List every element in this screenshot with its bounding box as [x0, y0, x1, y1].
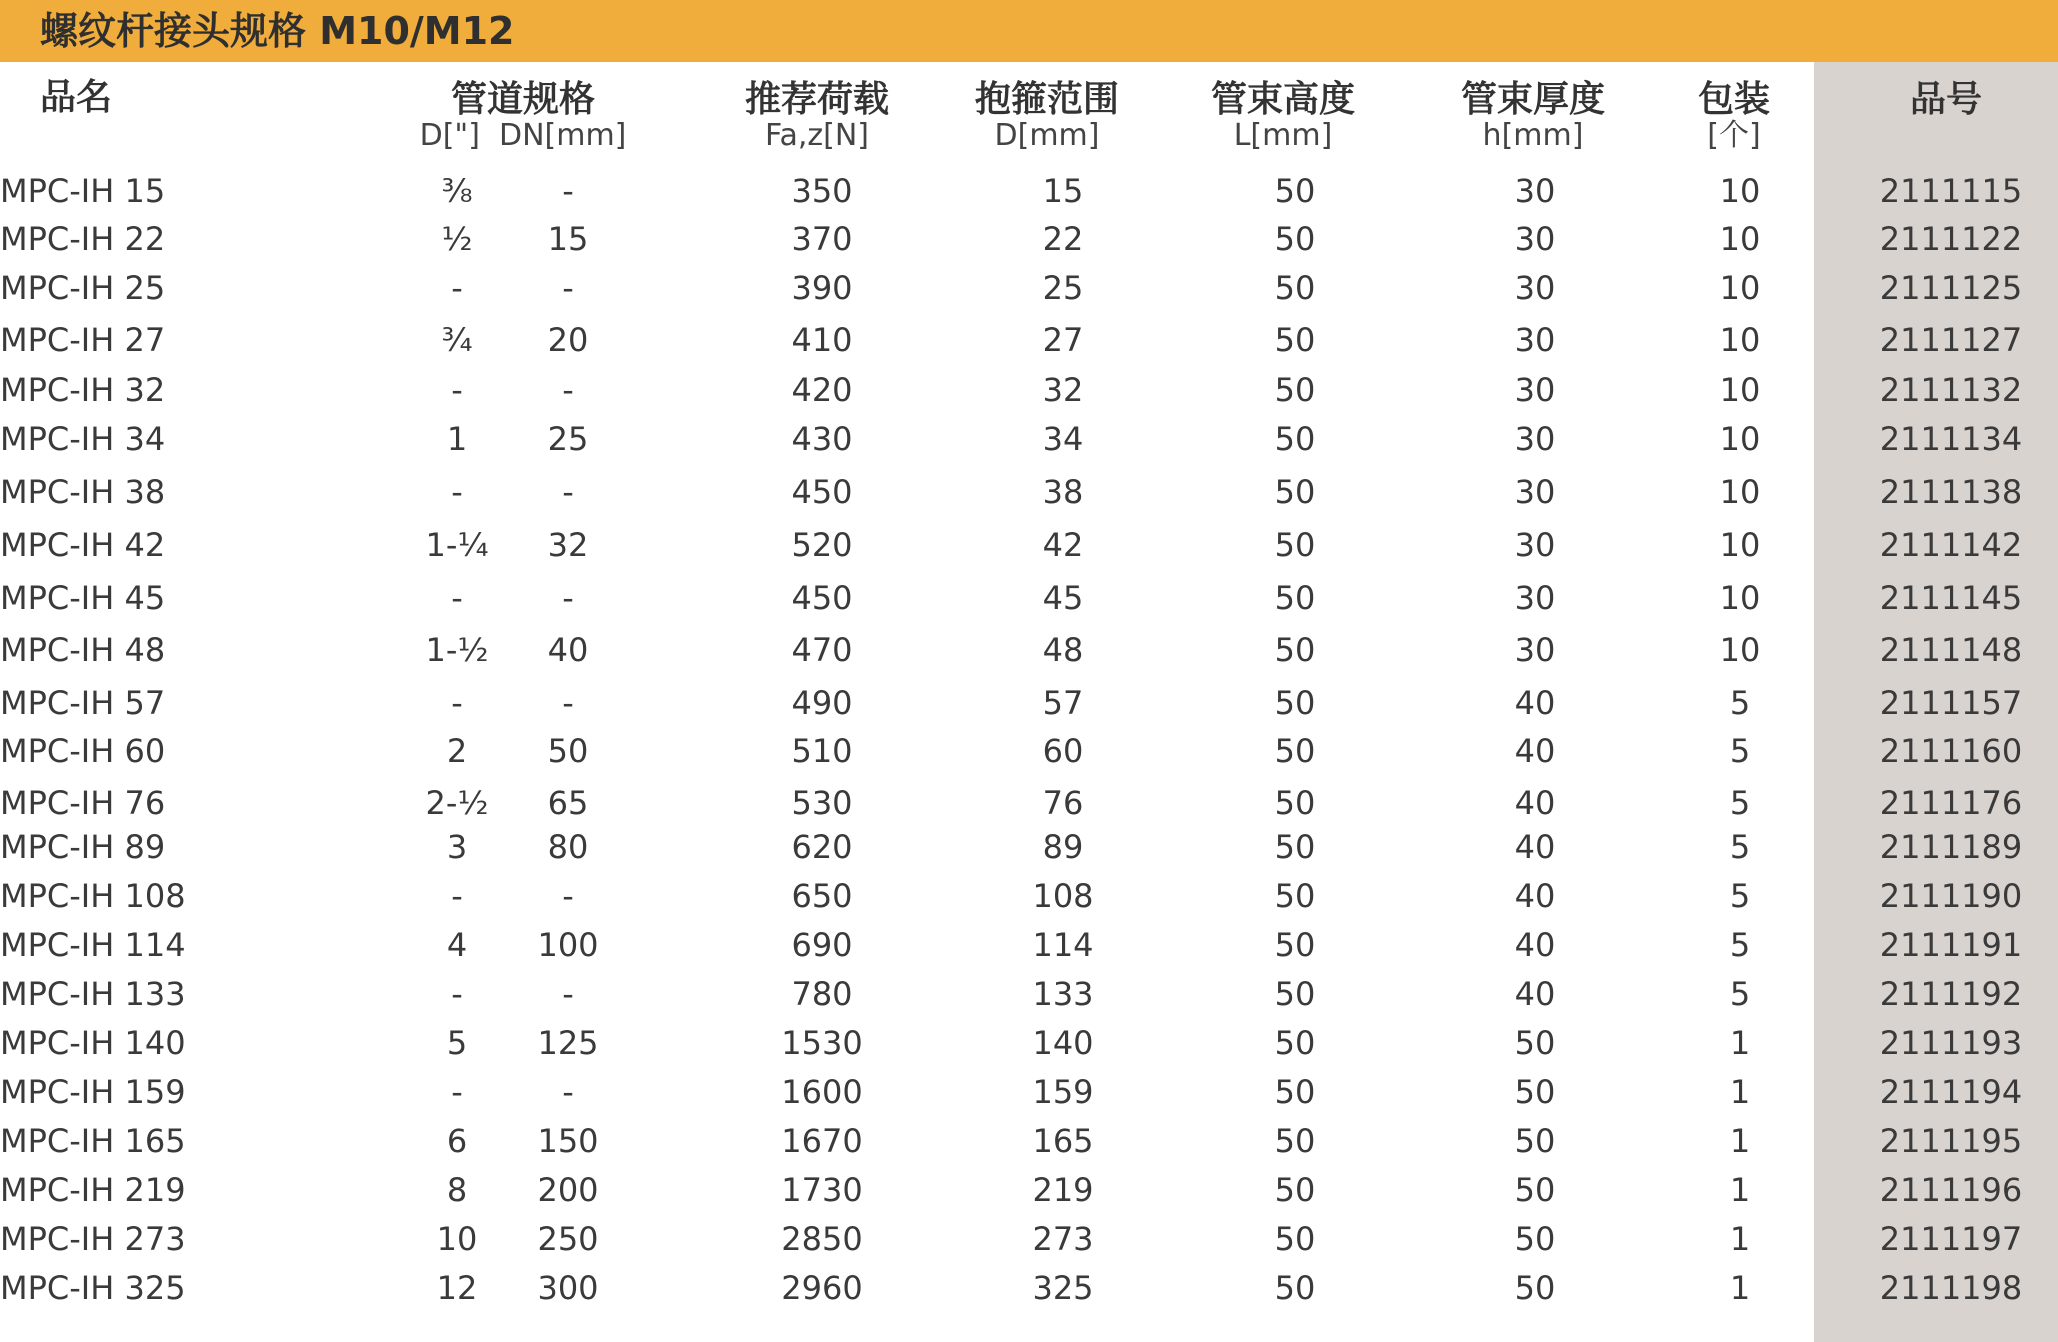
recommended-load: 470	[791, 631, 853, 669]
header-height-unit: L[mm]	[1233, 118, 1333, 153]
clamp-range: 89	[1042, 828, 1084, 866]
clamp-thickness: 30	[1514, 269, 1556, 307]
table-row	[0, 317, 2058, 363]
clamp-range: 45	[1042, 579, 1084, 617]
recommended-load: 650	[791, 877, 853, 915]
clamp-thickness: 40	[1514, 732, 1556, 770]
recommended-load: 350	[791, 172, 853, 210]
table-row	[0, 824, 2058, 870]
pipe-size-inch: 5	[446, 1024, 468, 1062]
table-row	[0, 1118, 2058, 1164]
product-name: MPC-IH 165	[0, 1122, 186, 1160]
package-qty: 1	[1729, 1220, 1751, 1258]
product-name: MPC-IH 133	[0, 975, 186, 1013]
header-pipe	[420, 80, 627, 152]
product-code: 2111122	[1879, 220, 2023, 258]
package-qty: 5	[1729, 732, 1751, 770]
pipe-size-dn: 15	[547, 220, 589, 258]
clamp-range: 15	[1042, 172, 1084, 210]
clamp-thickness: 30	[1514, 321, 1556, 359]
clamp-height: 50	[1274, 1269, 1316, 1307]
pipe-size-dn: -	[562, 371, 574, 409]
clamp-height: 50	[1274, 684, 1316, 722]
recommended-load: 450	[791, 579, 853, 617]
product-name: MPC-IH 273	[0, 1220, 186, 1258]
pipe-size-dn: 20	[547, 321, 589, 359]
table-row	[0, 416, 2058, 462]
clamp-range: 48	[1042, 631, 1084, 669]
header-thick-label: 管束厚度	[1460, 79, 1606, 120]
clamp-range: 25	[1042, 269, 1084, 307]
header-pack	[1698, 80, 1770, 152]
header-load-label: 推荐荷载	[744, 79, 890, 120]
pipe-size-inch: -	[451, 269, 463, 307]
pipe-size-dn: -	[562, 172, 574, 210]
clamp-height: 50	[1274, 1122, 1316, 1160]
product-name: MPC-IH 22	[0, 220, 166, 258]
product-name: MPC-IH 76	[0, 784, 166, 822]
recommended-load: 490	[791, 684, 853, 722]
clamp-height: 50	[1274, 579, 1316, 617]
clamp-thickness: 50	[1514, 1171, 1556, 1209]
product-name: MPC-IH 57	[0, 684, 166, 722]
clamp-thickness: 30	[1514, 220, 1556, 258]
pipe-size-inch: 10	[436, 1220, 478, 1258]
clamp-height: 50	[1274, 784, 1316, 822]
pipe-size-dn: 65	[547, 784, 589, 822]
clamp-range: 27	[1042, 321, 1084, 359]
package-qty: 10	[1719, 269, 1761, 307]
header-load-unit: Fa,z[N]	[764, 118, 870, 153]
pipe-size-dn: -	[562, 579, 574, 617]
package-qty: 5	[1729, 926, 1751, 964]
pipe-size-dn: 25	[547, 420, 589, 458]
package-qty: 1	[1729, 1073, 1751, 1111]
header-code	[1910, 80, 1982, 120]
product-code: 2111127	[1879, 321, 2023, 359]
pipe-size-inch: -	[451, 371, 463, 409]
recommended-load: 370	[791, 220, 853, 258]
pipe-size-dn: 100	[537, 926, 599, 964]
header-pack-label: 包装	[1697, 79, 1771, 120]
product-code: 2111192	[1879, 975, 2023, 1013]
recommended-load: 390	[791, 269, 853, 307]
clamp-thickness: 50	[1514, 1269, 1556, 1307]
package-qty: 10	[1719, 631, 1761, 669]
table-row	[0, 575, 2058, 621]
clamp-range: 42	[1042, 526, 1084, 564]
pipe-size-dn: -	[562, 877, 574, 915]
clamp-thickness: 40	[1514, 975, 1556, 1013]
table-row	[0, 522, 2058, 568]
table-row	[0, 1020, 2058, 1066]
clamp-range: 38	[1042, 473, 1084, 511]
recommended-load: 520	[791, 526, 853, 564]
pipe-size-dn: 125	[537, 1024, 599, 1062]
header-thick	[1461, 80, 1605, 152]
pipe-size-inch: 2-½	[425, 784, 489, 822]
header-code-label: 品号	[1909, 79, 1983, 120]
product-code: 2111191	[1879, 926, 2023, 964]
recommended-load: 780	[791, 975, 853, 1013]
pipe-size-inch: -	[451, 975, 463, 1013]
header-thick-unit: h[mm]	[1482, 118, 1584, 153]
clamp-range: 32	[1042, 371, 1084, 409]
header-pipe-label: 管道规格	[450, 79, 595, 120]
package-qty: 5	[1729, 975, 1751, 1013]
pipe-size-dn: 40	[547, 631, 589, 669]
pipe-size-dn: 250	[537, 1220, 599, 1258]
product-code: 2111115	[1879, 172, 2023, 210]
table-row	[0, 680, 2058, 726]
clamp-range: 60	[1042, 732, 1084, 770]
pipe-size-dn: 150	[537, 1122, 599, 1160]
product-code: 2111142	[1879, 526, 2023, 564]
recommended-load: 690	[791, 926, 853, 964]
table-row	[0, 728, 2058, 774]
pipe-size-dn: -	[562, 1073, 574, 1111]
product-code: 2111132	[1879, 371, 2023, 409]
product-name: MPC-IH 25	[0, 269, 166, 307]
product-code: 2111138	[1879, 473, 2023, 511]
pipe-size-inch: -	[451, 877, 463, 915]
clamp-thickness: 40	[1514, 684, 1556, 722]
product-name: MPC-IH 219	[0, 1171, 186, 1209]
clamp-height: 50	[1274, 371, 1316, 409]
product-code: 2111157	[1879, 684, 2023, 722]
product-name: MPC-IH 27	[0, 321, 166, 359]
product-code: 2111134	[1879, 420, 2023, 458]
package-qty: 10	[1719, 172, 1761, 210]
package-qty: 5	[1729, 784, 1751, 822]
pipe-size-inch: -	[451, 579, 463, 617]
product-name: MPC-IH 38	[0, 473, 166, 511]
recommended-load: 430	[791, 420, 853, 458]
product-name: MPC-IH 42	[0, 526, 166, 564]
clamp-height: 50	[1274, 420, 1316, 458]
clamp-thickness: 30	[1514, 526, 1556, 564]
pipe-size-inch: 3	[446, 828, 468, 866]
pipe-size-dn: 300	[537, 1269, 599, 1307]
pipe-size-dn: 50	[547, 732, 589, 770]
recommended-load: 1670	[781, 1122, 863, 1160]
recommended-load: 2850	[781, 1220, 863, 1258]
clamp-range: 57	[1042, 684, 1084, 722]
table-row	[0, 922, 2058, 968]
product-code: 2111148	[1879, 631, 2023, 669]
table-row	[0, 627, 2058, 673]
pipe-size-inch: 1-½	[425, 631, 489, 669]
recommended-load: 1600	[781, 1073, 863, 1111]
package-qty: 10	[1719, 220, 1761, 258]
package-qty: 10	[1719, 473, 1761, 511]
header-name-label: 品名	[40, 77, 113, 118]
pipe-size-dn: 80	[547, 828, 589, 866]
table-row	[0, 1167, 2058, 1213]
header-height-label: 管束高度	[1210, 79, 1356, 120]
clamp-height: 50	[1274, 631, 1316, 669]
table-row	[0, 367, 2058, 413]
package-qty: 1	[1729, 1171, 1751, 1209]
table-row	[0, 1069, 2058, 1115]
pipe-size-inch: 1	[446, 420, 468, 458]
product-code: 2111176	[1879, 784, 2023, 822]
clamp-thickness: 50	[1514, 1024, 1556, 1062]
clamp-height: 50	[1274, 926, 1316, 964]
pipe-size-inch: -	[451, 1073, 463, 1111]
table-row	[0, 265, 2058, 311]
pipe-size-dn: 32	[547, 526, 589, 564]
product-code: 2111196	[1879, 1171, 2023, 1209]
product-name: MPC-IH 114	[0, 926, 186, 964]
page-title: 螺纹杆接头规格 M10/M12	[40, 9, 515, 53]
clamp-range: 34	[1042, 420, 1084, 458]
clamp-height: 50	[1274, 828, 1316, 866]
pipe-size-inch: 6	[446, 1122, 468, 1160]
package-qty: 5	[1729, 877, 1751, 915]
clamp-thickness: 50	[1514, 1122, 1556, 1160]
pipe-size-inch: ½	[441, 220, 473, 258]
clamp-height: 50	[1274, 526, 1316, 564]
clamp-thickness: 30	[1514, 371, 1556, 409]
pipe-size-dn: -	[562, 975, 574, 1013]
clamp-range: 219	[1032, 1171, 1094, 1209]
recommended-load: 420	[791, 371, 853, 409]
header-load	[745, 80, 889, 152]
header-pipe-unit: D["] DN[mm]	[419, 118, 627, 153]
recommended-load: 410	[791, 321, 853, 359]
product-name: MPC-IH 159	[0, 1073, 186, 1111]
product-name: MPC-IH 34	[0, 420, 166, 458]
recommended-load: 450	[791, 473, 853, 511]
product-code: 2111160	[1879, 732, 2023, 770]
clamp-height: 50	[1274, 1024, 1316, 1062]
clamp-range: 133	[1032, 975, 1094, 1013]
package-qty: 10	[1719, 579, 1761, 617]
package-qty: 5	[1729, 684, 1751, 722]
clamp-height: 50	[1274, 220, 1316, 258]
clamp-thickness: 30	[1514, 473, 1556, 511]
table-row	[0, 780, 2058, 826]
clamp-range: 140	[1032, 1024, 1094, 1062]
package-qty: 10	[1719, 321, 1761, 359]
clamp-thickness: 40	[1514, 926, 1556, 964]
package-qty: 1	[1729, 1024, 1751, 1062]
pipe-size-inch: 4	[446, 926, 468, 964]
product-name: MPC-IH 89	[0, 828, 166, 866]
clamp-range: 108	[1032, 877, 1094, 915]
clamp-height: 50	[1274, 321, 1316, 359]
clamp-thickness: 30	[1514, 579, 1556, 617]
clamp-height: 50	[1274, 172, 1316, 210]
product-code: 2111189	[1879, 828, 2023, 866]
recommended-load: 530	[791, 784, 853, 822]
clamp-range: 325	[1032, 1269, 1094, 1307]
clamp-range: 22	[1042, 220, 1084, 258]
pipe-size-inch: -	[451, 473, 463, 511]
clamp-thickness: 40	[1514, 784, 1556, 822]
pipe-size-inch: ⅜	[441, 172, 473, 210]
pipe-size-dn: -	[562, 473, 574, 511]
product-code: 2111145	[1879, 579, 2023, 617]
table-row	[0, 216, 2058, 262]
package-qty: 5	[1729, 828, 1751, 866]
pipe-size-inch: 2	[446, 732, 468, 770]
table-row	[0, 1216, 2058, 1262]
clamp-range: 159	[1032, 1073, 1094, 1111]
header-height	[1211, 80, 1355, 152]
package-qty: 10	[1719, 526, 1761, 564]
header-clamp	[975, 80, 1119, 152]
table-row	[0, 873, 2058, 919]
product-name: MPC-IH 60	[0, 732, 166, 770]
clamp-range: 76	[1042, 784, 1084, 822]
clamp-range: 114	[1032, 926, 1094, 964]
pipe-size-inch: -	[451, 684, 463, 722]
product-name: MPC-IH 108	[0, 877, 186, 915]
package-qty: 10	[1719, 371, 1761, 409]
clamp-height: 50	[1274, 877, 1316, 915]
pipe-size-inch: 12	[436, 1269, 478, 1307]
table-row	[0, 1265, 2058, 1311]
product-code: 2111193	[1879, 1024, 2023, 1062]
product-name: MPC-IH 15	[0, 172, 166, 210]
recommended-load: 620	[791, 828, 853, 866]
pipe-size-dn: -	[562, 684, 574, 722]
recommended-load: 1730	[781, 1171, 863, 1209]
pipe-size-dn: -	[562, 269, 574, 307]
clamp-height: 50	[1274, 732, 1316, 770]
pipe-size-inch: 1-¼	[425, 526, 489, 564]
recommended-load: 1530	[781, 1024, 863, 1062]
clamp-range: 273	[1032, 1220, 1094, 1258]
clamp-thickness: 50	[1514, 1073, 1556, 1111]
product-code: 2111197	[1879, 1220, 2023, 1258]
header-clamp-label: 抱箍范围	[974, 79, 1120, 120]
title-bar	[0, 0, 2058, 62]
product-code: 2111190	[1879, 877, 2023, 915]
table-row	[0, 469, 2058, 515]
package-qty: 1	[1729, 1122, 1751, 1160]
clamp-thickness: 40	[1514, 828, 1556, 866]
package-qty: 10	[1719, 420, 1761, 458]
clamp-height: 50	[1274, 269, 1316, 307]
product-name: MPC-IH 48	[0, 631, 166, 669]
product-code: 2111125	[1879, 269, 2023, 307]
product-name: MPC-IH 45	[0, 579, 166, 617]
package-qty: 1	[1729, 1269, 1751, 1307]
recommended-load: 510	[791, 732, 853, 770]
pipe-size-inch: 8	[446, 1171, 468, 1209]
clamp-thickness: 30	[1514, 631, 1556, 669]
clamp-thickness: 30	[1514, 420, 1556, 458]
table-row	[0, 971, 2058, 1017]
product-name: MPC-IH 32	[0, 371, 166, 409]
product-name: MPC-IH 325	[0, 1269, 186, 1307]
recommended-load: 2960	[781, 1269, 863, 1307]
table-row	[0, 168, 2058, 214]
clamp-height: 50	[1274, 975, 1316, 1013]
clamp-height: 50	[1274, 1073, 1316, 1111]
clamp-thickness: 30	[1514, 172, 1556, 210]
pipe-size-dn: 200	[537, 1171, 599, 1209]
product-code: 2111198	[1879, 1269, 2023, 1307]
clamp-height: 50	[1274, 1171, 1316, 1209]
clamp-height: 50	[1274, 473, 1316, 511]
product-name: MPC-IH 140	[0, 1024, 186, 1062]
pipe-size-inch: ¾	[441, 321, 473, 359]
header-name	[40, 78, 112, 118]
clamp-range: 165	[1032, 1122, 1094, 1160]
clamp-thickness: 40	[1514, 877, 1556, 915]
header-clamp-unit: D[mm]	[994, 118, 1100, 153]
product-code: 2111194	[1879, 1073, 2023, 1111]
product-code: 2111195	[1879, 1122, 2023, 1160]
clamp-thickness: 50	[1514, 1220, 1556, 1258]
header-pack-unit: [个]	[1707, 118, 1761, 153]
clamp-height: 50	[1274, 1220, 1316, 1258]
